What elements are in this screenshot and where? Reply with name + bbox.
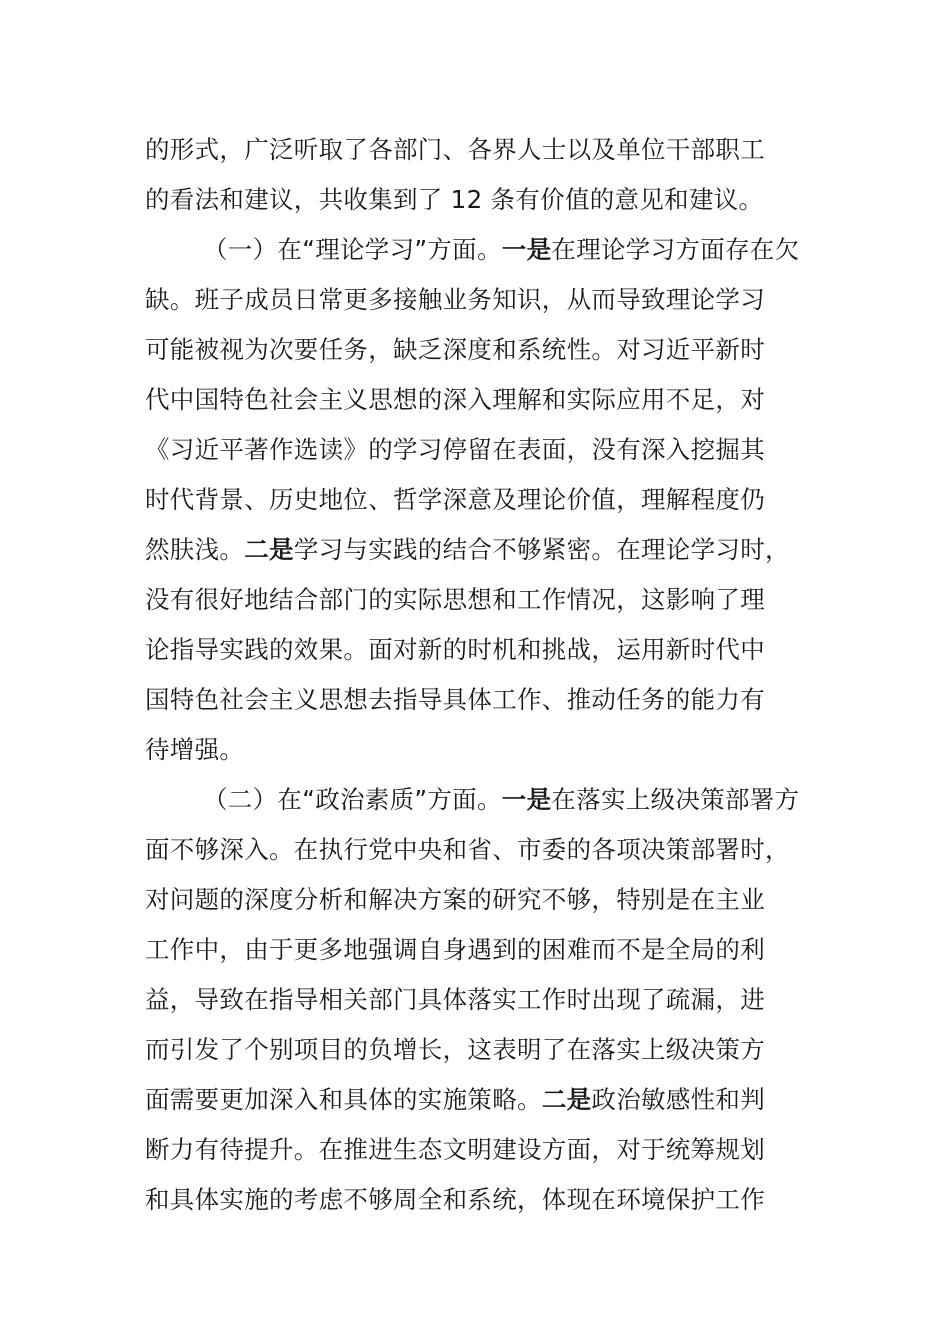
bold-marker: 二是: [244, 535, 294, 564]
text-line: [145, 625, 805, 675]
section-heading: （二）在“政治素质”方面。: [203, 785, 502, 814]
text-line: [145, 925, 805, 975]
text-segment: 待增强。: [145, 735, 245, 764]
text-segment: 可能被视为次要任务，缺乏深度和系统性。对习近平新时: [145, 335, 765, 364]
text-segment: 学习与实践的结合不够紧密。在理论学习时，: [293, 535, 790, 564]
text-line: [145, 975, 805, 1025]
bold-marker: 一是: [501, 785, 552, 814]
text-segment: 缺。班子成员日常更多接触业务知识，从而导致理论学习: [145, 285, 765, 314]
text-line: [145, 675, 805, 725]
text-segment: 对问题的深度分析和解决方案的研究不够，特别是在主业: [145, 885, 765, 914]
text-line: [145, 875, 805, 925]
text-line: [145, 575, 805, 625]
text-line: [145, 1175, 805, 1225]
text-line: [145, 175, 805, 225]
text-segment: 和具体实施的考虑不够周全和系统，体现在环境保护工作: [145, 1185, 765, 1214]
document-body: [145, 125, 805, 1225]
text-segment: 工作中，由于更多地强调自身遇到的困难而不是全局的利: [145, 935, 765, 964]
text-segment: 在理论学习方面存在欠: [551, 235, 800, 264]
text-line: [145, 325, 805, 375]
section-heading-line: [145, 775, 805, 825]
text-segment: 时代背景、历史地位、哲学深意及理论价值，理解程度仍: [145, 485, 765, 514]
text-line: [145, 1075, 805, 1125]
text-line: [145, 375, 805, 425]
text-segment: 论指导实践的效果。面对新的时机和挑战，运用新时代中: [145, 635, 765, 664]
bold-marker: 一是: [501, 235, 552, 264]
text-segment: 的看法和建议，共收集到了 12 条有价值的意见和建议。: [145, 185, 764, 214]
text-line: [145, 725, 805, 775]
bold-marker: 二是: [541, 1085, 592, 1114]
text-line: [145, 825, 805, 875]
text-segment: 益，导致在指导相关部门具体落实工作时出现了疏漏，进: [145, 985, 765, 1014]
text-line: [145, 275, 805, 325]
text-segment: 政治敏感性和判: [591, 1085, 766, 1114]
section-heading: （一）在“理论学习”方面。: [203, 235, 502, 264]
text-line: [145, 425, 805, 475]
text-line: [145, 525, 805, 575]
text-segment: 没有很好地结合部门的实际思想和工作情况，这影响了理: [145, 585, 765, 614]
text-segment: 断力有待提升。在推进生态文明建设方面，对于统筹规划: [145, 1135, 765, 1164]
text-line: [145, 1125, 805, 1175]
text-segment: 然肤浅。: [145, 535, 245, 564]
text-line: [145, 125, 805, 175]
text-segment: 国特色社会主义思想去指导具体工作、推动任务的能力有: [145, 685, 765, 714]
text-line: [145, 1025, 805, 1075]
text-segment: 面需要更加深入和具体的实施策略。: [145, 1085, 542, 1114]
text-segment: 的形式，广泛听取了各部门、各界人士以及单位干部职工: [145, 135, 765, 164]
section-heading-line: [145, 225, 805, 275]
text-segment: 代中国特色社会主义思想的深入理解和实际应用不足，对: [145, 385, 765, 414]
text-line: [145, 475, 805, 525]
text-segment: 《习近平著作选读》的学习停留在表面，没有深入挖掘其: [145, 435, 765, 464]
text-segment: 面不够深入。在执行党中央和省、市委的各项决策部署时，: [145, 835, 790, 864]
text-segment: 在落实上级决策部署方: [551, 785, 800, 814]
text-segment: 而引发了个别项目的负增长，这表明了在落实上级决策方: [145, 1035, 765, 1064]
